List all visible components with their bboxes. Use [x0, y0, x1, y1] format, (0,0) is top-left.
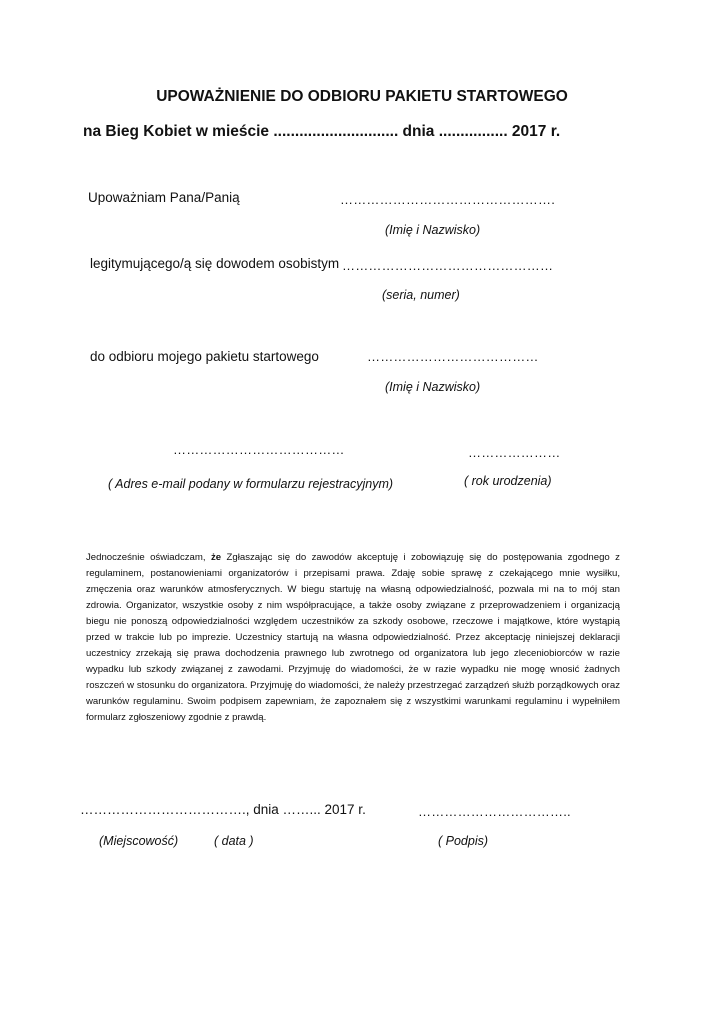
id-document-line: …………………………………………: [342, 258, 554, 273]
birth-year-caption: ( rok urodzenia): [464, 474, 552, 488]
authorize-name-line: ………………………………………….: [340, 192, 556, 207]
declaration-paragraph: [86, 550, 620, 726]
pickup-label: do odbioru mojego pakietu startowego: [90, 349, 319, 364]
email-line: …………………………………: [173, 442, 345, 457]
signature-line: ……………………………..: [418, 804, 571, 819]
authorize-label: Upoważniam Pana/Panią: [88, 190, 240, 205]
declaration-lead: Jednocześnie oświadczam,: [86, 552, 206, 563]
id-document-caption: (seria, numer): [382, 288, 460, 302]
declaration-bold: że: [210, 552, 222, 563]
authorize-name-caption: (Imię i Nazwisko): [385, 223, 481, 237]
pickup-name-caption: (Imię i Nazwisko): [385, 380, 481, 394]
signature-caption: ( Podpis): [438, 834, 489, 848]
birth-year-line: …………………: [468, 445, 561, 460]
document-title: UPOWAŻNIENIE DO ODBIORU PAKIETU STARTOWEGO: [156, 88, 568, 105]
pickup-name-line: …………………………………: [367, 349, 539, 364]
date-caption: ( data ): [214, 834, 254, 848]
place-caption: (Miejscowość): [99, 834, 179, 848]
declaration-text: Zgłaszając się do zawodów akceptuję i zobowiązuję się do postępowania zgodnego z regulaminem, postanowieniami organizatorów i przepisami prawa. Zdaję sobie sprawę z czekającego mnie wysiłku, zmęczenia oraz warunków atmosferycznych. W biegu startuję na własną odpowiedzialność, pozwala mi na to mój stan zdrowia. Organizator, wszystkie osoby z nim współpracujące, a także osoby związane z przeprowadzeniem i organizacją biegu nie ponoszą odpowiedzialności względem uczestników za szkody osobowe, rzeczowe i majątkowe, które wystąpią przed w trakcie lub po imprezie. Uczestnicy startują na własna odpowiedzialność. Przez akceptację niniejszej deklaracji uczestnicy zrzekają się prawa dochodzenia prawnego lub zwrotnego od organizatora lub jego zleceniobiorców w razie wypadku lub szkody związanej z zawodami. Przyjmuję do wiadomości, że w razie wypadku nie mogę wnosić żadnych roszczeń w stosunku do organizatora. Przyjmuję do wiadomości, że należy przestrzegać zarządzeń służb porządkowych oraz warunków regulaminu. Swoim podpisem zapewniam, że zapoznałem się z wszystkimi warunkami regulaminu i wypełniłem formularz zgłoszeniowy zgodnie z prawdą.: [86, 552, 620, 723]
place-date-line: ………………………………., dnia ……... 2017 r.: [80, 802, 366, 817]
email-caption: ( Adres e-mail podany w formularzu rejestracyjnym): [108, 477, 394, 491]
event-line: na Bieg Kobiet w mieście ............................. dnia ................ 2017 r.: [83, 123, 561, 140]
id-document-label: legitymującego/ą się dowodem osobistym: [90, 256, 340, 271]
